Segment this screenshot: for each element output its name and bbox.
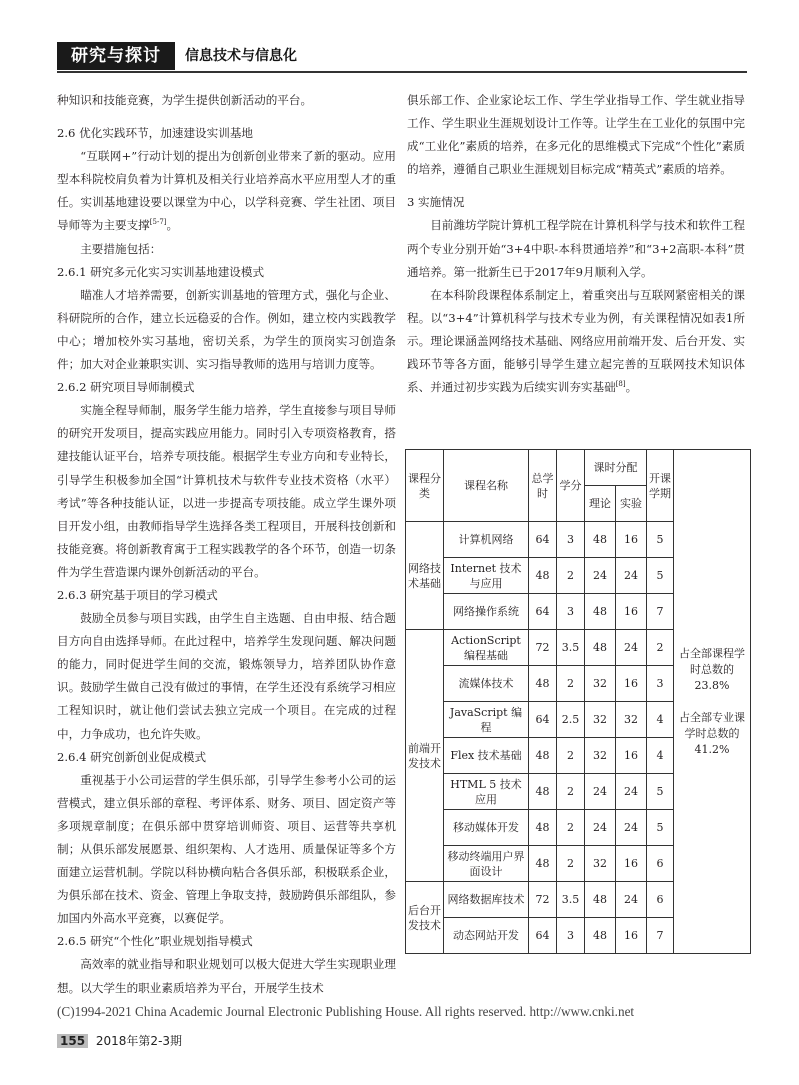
practice-hours-cell: 24 [616, 558, 647, 594]
credits-cell: 2.5 [557, 702, 585, 738]
section-heading [57, 584, 396, 607]
table-note [674, 450, 751, 954]
citation-marker: [8] [615, 380, 626, 389]
practice-hours-cell: 16 [616, 666, 647, 702]
theory-hours-cell: 48 [585, 630, 616, 666]
credits-cell: 3.5 [557, 882, 585, 918]
practice-hours-cell: 24 [616, 630, 647, 666]
practice-hours-cell: 24 [616, 810, 647, 846]
total-hours-cell: 48 [529, 846, 557, 882]
credits-cell: 3 [557, 594, 585, 630]
category-cell: 前端开发技术 [406, 630, 444, 882]
paragraph [57, 953, 396, 999]
section-heading [57, 376, 396, 399]
course-name-cell: HTML 5 技术应用 [444, 774, 529, 810]
paragraph [57, 607, 396, 746]
practice-hours-cell: 16 [616, 918, 647, 954]
header-credits: 学分 [557, 450, 585, 522]
table-header-row [406, 450, 751, 486]
paragraph-text: 重视基于小公司运营的学生俱乐部，引导学生参考小公司的运营模式，建立俱乐部的章程、考评体系、财务、项目、固定资产等多项规章制度；在俱乐部中贯穿培训师资、项目、运营等共享机制；从俱乐部发展愿景、组织架构、人才选用、质量保证等多个方面建立运营机制。学院以科协横向粘合各俱乐部，积极联系企业，为俱乐部在技术、资金、管理上争取支持，鼓励跨俱乐部组队，参加国内外高水平竞赛，以赛促学。 [57, 772, 396, 926]
paragraph [57, 145, 396, 237]
section-heading [57, 746, 396, 769]
course-hours-share: 占全部课程学时总数的23.8% [679, 646, 745, 692]
theory-hours-cell: 24 [585, 774, 616, 810]
credits-cell: 2 [557, 558, 585, 594]
header-category: 课程分类 [406, 450, 444, 522]
paragraph-text: “互联网+”行动计划的提出为创新创业带来了新的驱动。应用型本科院校肩负着为计算机及相关行业培养高水平应用型人才的重任。实训基地建设要以课堂为中心，以学科竞赛、学生社团、项目导师等为主要支撑 [57, 149, 396, 233]
paragraph-text: 俱乐部工作、企业家论坛工作、学生学业指导工作、学生就业指导工作、学生职业生涯规划设计工作等。让学生在工业化的氛围中完成“工业化”素质的培养，在多元化的思维模式下完成“个性化”素质的培养，遵循自己职业生涯规划目标完成“精英式”素质的培养。 [407, 93, 745, 177]
paragraph [57, 284, 396, 376]
practice-hours-cell: 16 [616, 738, 647, 774]
paragraph-text: 2.6.1 研究多元化实习实训基地建设模式 [57, 264, 265, 279]
course-name-cell: 动态网站开发 [444, 918, 529, 954]
total-hours-cell: 48 [529, 774, 557, 810]
paragraph [57, 769, 396, 931]
right-text-column [407, 89, 745, 399]
paragraph [57, 399, 396, 584]
major-hours-share: 占全部专业课学时总数的41.2% [679, 710, 745, 756]
paragraph-text: 目前潍坊学院计算机工程学院在计算机科学与技术和软件工程两个专业分别开始“3+4中职-本科贯通培养”和“3+2高职-本科”贯通培养。第一批新生已于2017年9月顺利入学。 [407, 218, 745, 279]
course-name-cell: 计算机网络 [444, 522, 529, 558]
total-hours-cell: 64 [529, 918, 557, 954]
paragraph-text: 3 实施情况 [407, 195, 465, 210]
section-heading [57, 930, 396, 953]
semester-cell: 3 [647, 666, 674, 702]
paragraph [57, 89, 396, 112]
credits-cell: 2 [557, 738, 585, 774]
theory-hours-cell: 48 [585, 594, 616, 630]
paragraph-text: 2.6.2 研究项目导师制模式 [57, 380, 195, 395]
paragraph [407, 214, 745, 283]
category-cell: 网络技术基础 [406, 522, 444, 630]
total-hours-cell: 48 [529, 558, 557, 594]
practice-hours-cell: 24 [616, 882, 647, 918]
course-name-cell: 流媒体技术 [444, 666, 529, 702]
credits-cell: 3.5 [557, 630, 585, 666]
theory-hours-cell: 48 [585, 522, 616, 558]
course-name-cell: JavaScript 编程 [444, 702, 529, 738]
left-text-column [57, 89, 396, 1000]
header-hours-split: 课时分配 [585, 450, 647, 486]
paragraph-text: 鼓励全员参与项目实践，由学生自主选题、自由申报、结合题目方向自由选择导师。在此过程中，培养学生发现问题、解决问题的能力，同时促进学生间的交流，锻炼领导力，培养团队协作意识。鼓励学生做自己没有做过的事情，在学生还没有系统学习相应工程知识时，就让他们尝试去独立完成一个项目。在完成的过程中，力争成功，也允许失败。 [57, 611, 396, 741]
credits-cell: 3 [557, 918, 585, 954]
course-name-cell: Flex 技术基础 [444, 738, 529, 774]
semester-cell: 7 [647, 918, 674, 954]
category-cell: 后台开发技术 [406, 882, 444, 954]
practice-hours-cell: 24 [616, 774, 647, 810]
paragraph [57, 238, 396, 261]
paragraph-tail: 。 [166, 218, 179, 233]
theory-hours-cell: 48 [585, 882, 616, 918]
semester-cell: 6 [647, 846, 674, 882]
semester-cell: 7 [647, 594, 674, 630]
total-hours-cell: 64 [529, 594, 557, 630]
paragraph-text: 主要措施包括： [80, 241, 162, 256]
paragraph-gap [57, 112, 396, 122]
paragraph-text: 高效率的就业指导和职业规划可以极大促进大学生实现职业理想。以大学生的职业素质培养为平台，开展学生技术 [57, 957, 396, 995]
header-practice: 实验 [616, 486, 647, 522]
semester-cell: 6 [647, 882, 674, 918]
citation-marker: [5-7] [149, 218, 167, 227]
paragraph-text: 2.6.3 研究基于项目的学习模式 [57, 587, 218, 602]
theory-hours-cell: 32 [585, 738, 616, 774]
semester-cell: 4 [647, 702, 674, 738]
semester-cell: 5 [647, 522, 674, 558]
header-rule [57, 71, 747, 73]
theory-hours-cell: 24 [585, 558, 616, 594]
course-name-cell: 网络操作系统 [444, 594, 529, 630]
course-name-cell: ActionScript 编程基础 [444, 630, 529, 666]
semester-cell: 4 [647, 738, 674, 774]
journal-section-label: 研究与探讨 [57, 42, 175, 70]
header-course-name: 课程名称 [444, 450, 529, 522]
paragraph-gap [407, 181, 745, 191]
credits-cell: 2 [557, 666, 585, 702]
paragraph-text: 2.6.4 研究创新创业促成模式 [57, 749, 207, 764]
semester-cell: 5 [647, 810, 674, 846]
semester-cell: 5 [647, 558, 674, 594]
course-table [405, 449, 751, 954]
section-heading [407, 191, 745, 214]
credits-cell: 2 [557, 810, 585, 846]
practice-hours-cell: 16 [616, 522, 647, 558]
running-header [57, 42, 747, 70]
paragraph [407, 284, 745, 399]
credits-cell: 2 [557, 774, 585, 810]
column-title: 信息技术与信息化 [185, 48, 297, 64]
theory-hours-cell: 32 [585, 702, 616, 738]
course-name-cell: 移动媒体开发 [444, 810, 529, 846]
header-semester: 开课学期 [647, 450, 674, 522]
section-heading [57, 122, 396, 145]
practice-hours-cell: 32 [616, 702, 647, 738]
credits-cell: 3 [557, 522, 585, 558]
paragraph [407, 89, 745, 181]
paragraph-text: 在本科阶段课程体系制定上，着重突出与互联网紧密相关的课程。以“3+4”计算机科学与技术专业为例，有关课程情况如表1所示。理论课涵盖网络技术基础、网络应用前端开发、后台开发、实践环节等各方面，能够引导学生建立起完善的互联网技术知识体系、并通过初步实践为后续实训夯实基础 [407, 287, 745, 395]
theory-hours-cell: 32 [585, 846, 616, 882]
semester-cell: 5 [647, 774, 674, 810]
header-total-hours: 总学时 [529, 450, 557, 522]
section-heading [57, 261, 396, 284]
paragraph-text: 2.6 优化实践环节，加速建设实训基地 [57, 126, 254, 141]
issue-label: 2018年第2-3期 [95, 1034, 183, 1048]
total-hours-cell: 72 [529, 630, 557, 666]
theory-hours-cell: 32 [585, 666, 616, 702]
total-hours-cell: 72 [529, 882, 557, 918]
theory-hours-cell: 24 [585, 810, 616, 846]
paragraph-text: 2.6.5 研究“个性化”职业规划指导模式 [57, 934, 253, 949]
paragraph-tail: 。 [625, 380, 638, 395]
course-name-cell: Internet 技术与应用 [444, 558, 529, 594]
copyright-line: (C)1994-2021 China Academic Journal Electronic Publishing House. All rights reserved. http://www.cnki.net [57, 1004, 635, 1019]
course-name-cell: 网络数据库技术 [444, 882, 529, 918]
total-hours-cell: 48 [529, 810, 557, 846]
semester-cell: 2 [647, 630, 674, 666]
header-theory: 理论 [585, 486, 616, 522]
page-footer [57, 1032, 182, 1052]
practice-hours-cell: 16 [616, 846, 647, 882]
total-hours-cell: 48 [529, 738, 557, 774]
paragraph-text: 种知识和技能竞赛，为学生提供创新活动的平台。 [57, 93, 313, 107]
page-number: 155 [57, 1034, 88, 1048]
paragraph-text: 实施全程导师制，服务学生能力培养，学生直接参与项目导师的研究开发项目，提高实践应用能力。同时引入专项资格教育，搭建技能认证平台，培养专项技能。根据学生专业方向和专业特长，引导学生积极参加全国“计算机技术与软件专业技术资格（水平）考试”等各种技能认证，以进一步提高专项技能。成立学生课外项目开发小组，由教师指导学生选择各类工程项目，开展科技创新和技能竞赛。将创新教育寓于工程实践教学的各个环节，创造一切条件为学生营造课内课外创新活动的平台。 [57, 403, 396, 579]
total-hours-cell: 64 [529, 522, 557, 558]
total-hours-cell: 48 [529, 666, 557, 702]
course-name-cell: 移动终端用户界面设计 [444, 846, 529, 882]
paragraph-text: 瞄准人才培养需要，创新实训基地的管理方式，强化与企业、科研院所的合作，建立长远稳妥的合作。例如，建立校内实践教学中心；增加校外实习基地，密切关系，为学生的顶岗实习创造条件；加大对企业兼职实训、实习指导教师的选用与培训力度等。 [57, 287, 396, 372]
practice-hours-cell: 16 [616, 594, 647, 630]
theory-hours-cell: 48 [585, 918, 616, 954]
credits-cell: 2 [557, 846, 585, 882]
total-hours-cell: 64 [529, 702, 557, 738]
